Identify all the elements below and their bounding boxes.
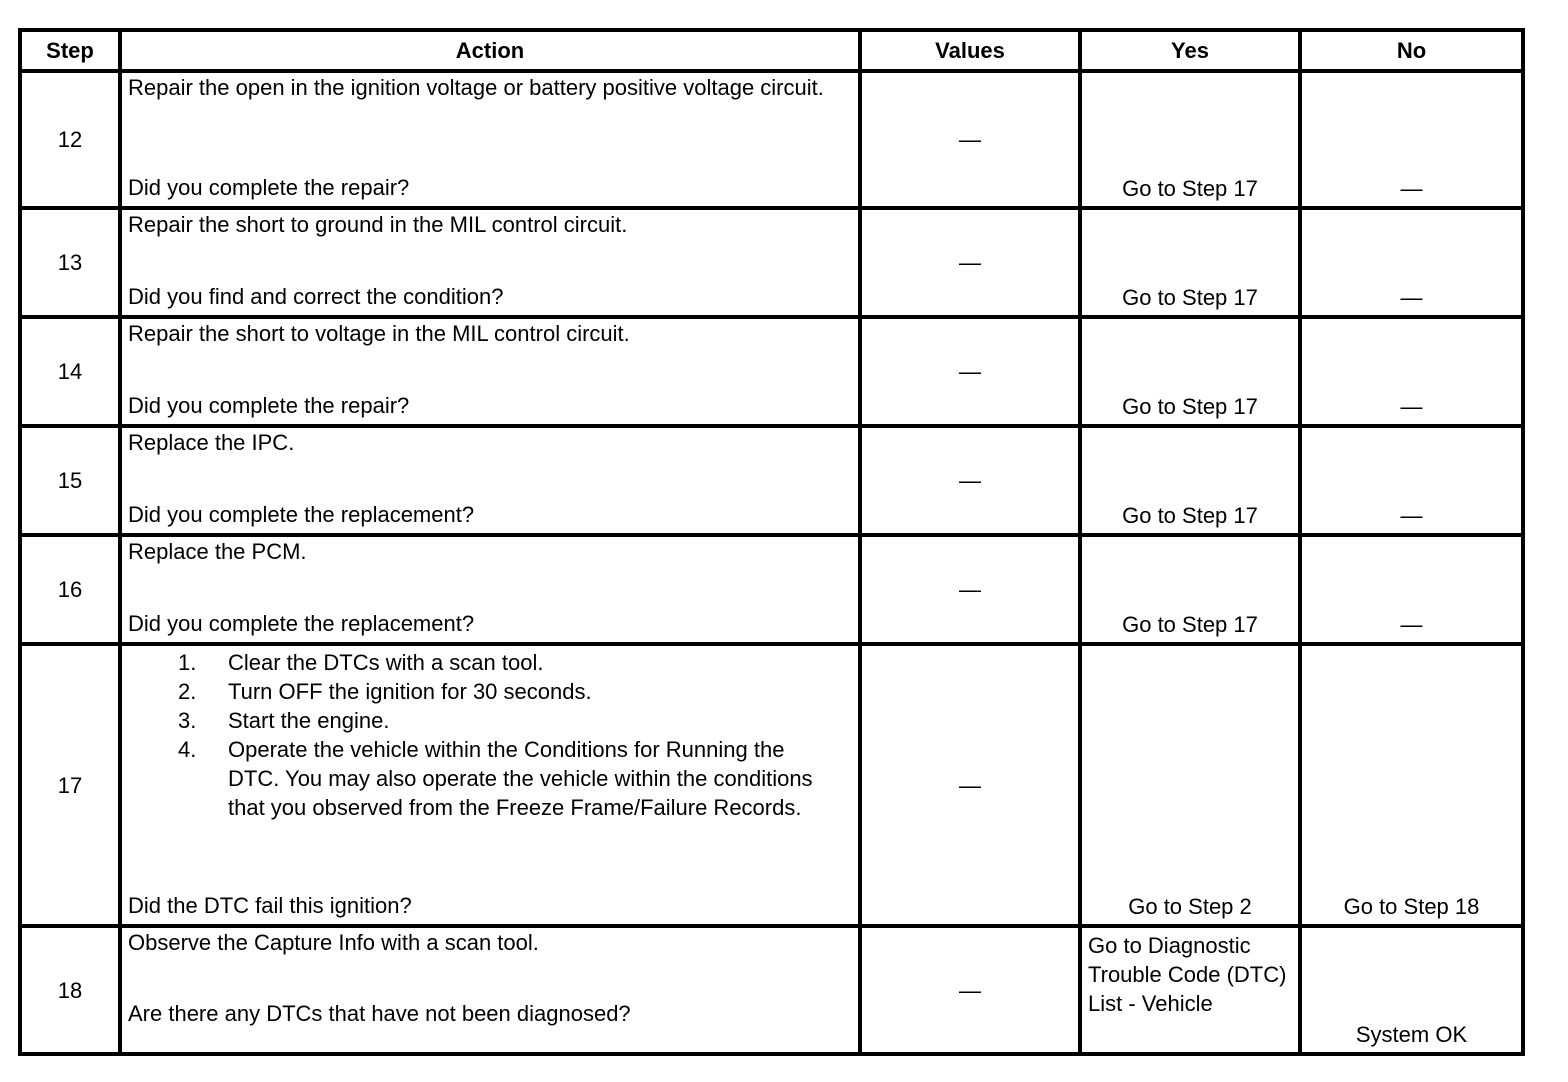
question-text: Did the DTC fail this ignition? [128, 893, 412, 918]
header-no: No [1300, 30, 1523, 71]
yes-cell [1080, 208, 1300, 317]
yes-text: Go to Step 17 [1122, 285, 1258, 310]
list-item: 4. Operate the vehicle within the Conditions for Running the DTC. You may also operate the vehicle within the conditions that you observed from the Freeze Frame/Failure Records. [178, 737, 813, 820]
yes-cell [1080, 926, 1300, 1054]
values-cell: — [860, 535, 1080, 644]
yes-cell [1080, 426, 1300, 535]
action-cell [120, 71, 860, 208]
action-cell [120, 644, 860, 926]
step-number: 18 [20, 926, 120, 1054]
no-text: — [1400, 394, 1423, 419]
action-text: Repair the open in the ignition voltage or battery positive voltage circuit. [128, 75, 824, 100]
values-cell: — [860, 644, 1080, 926]
header-values: Values [860, 30, 1080, 71]
yes-text: Go to Step 17 [1122, 176, 1258, 201]
values-cell: — [860, 71, 1080, 208]
no-text: — [1400, 285, 1423, 310]
no-cell [1300, 535, 1523, 644]
question-text: Did you complete the replacement? [128, 502, 475, 527]
step-number: 15 [20, 426, 120, 535]
no-text: Go to Step 18 [1343, 894, 1480, 919]
question-text: Did you complete the repair? [128, 393, 410, 418]
no-text: — [1400, 612, 1423, 637]
table-row [20, 208, 1523, 317]
action-text: Replace the IPC. [128, 430, 295, 455]
no-cell [1300, 426, 1523, 535]
action-cell [120, 926, 860, 1054]
question-text: Did you find and correct the condition? [128, 284, 504, 309]
action-text: Observe the Capture Info with a scan tool. [128, 930, 539, 955]
table-row [20, 926, 1523, 1054]
list-item: 2. Turn OFF the ignition for 30 seconds. [178, 679, 592, 704]
question-text: Did you complete the replacement? [128, 611, 475, 636]
yes-text: Go to Step 17 [1122, 612, 1258, 637]
table-row [20, 644, 1523, 926]
question-text: Did you complete the repair? [128, 175, 410, 200]
header-row [20, 30, 1523, 71]
diagnostic-table [18, 28, 1525, 1056]
no-text: — [1400, 176, 1423, 201]
values-cell: — [860, 317, 1080, 426]
yes-cell [1080, 317, 1300, 426]
no-cell [1300, 317, 1523, 426]
yes-text: Go to Step 2 [1128, 894, 1252, 919]
no-cell [1300, 644, 1523, 926]
action-text: Repair the short to voltage in the MIL control circuit. [128, 321, 630, 346]
action-cell [120, 317, 860, 426]
header-step: Step [20, 30, 120, 71]
no-cell [1300, 926, 1523, 1054]
list-item: 3. Start the engine. [178, 708, 390, 733]
step-number: 17 [20, 644, 120, 926]
no-cell [1300, 208, 1523, 317]
action-text: Replace the PCM. [128, 539, 307, 564]
step-number: 13 [20, 208, 120, 317]
action-cell [120, 208, 860, 317]
question-text: Are there any DTCs that have not been diagnosed? [128, 1001, 631, 1026]
no-text: System OK [1355, 1022, 1468, 1047]
step-number: 12 [20, 71, 120, 208]
action-cell [120, 426, 860, 535]
table-row [20, 317, 1523, 426]
yes-text: Go to Diagnostic Trouble Code (DTC) List - Vehicle [1088, 933, 1287, 1016]
list-item: 1. Clear the DTCs with a scan tool. [178, 650, 544, 675]
action-cell [120, 535, 860, 644]
no-text: — [1400, 503, 1423, 528]
table-row [20, 535, 1523, 644]
substep-list [128, 648, 848, 822]
header-yes: Yes [1080, 30, 1300, 71]
yes-cell [1080, 535, 1300, 644]
step-number: 16 [20, 535, 120, 644]
yes-text: Go to Step 17 [1122, 394, 1258, 419]
action-text: Repair the short to ground in the MIL control circuit. [128, 212, 628, 237]
header-action: Action [120, 30, 860, 71]
yes-text: Go to Step 17 [1122, 503, 1258, 528]
table-row [20, 71, 1523, 208]
table-row [20, 426, 1523, 535]
yes-cell [1080, 644, 1300, 926]
values-cell: — [860, 208, 1080, 317]
step-number: 14 [20, 317, 120, 426]
yes-cell [1080, 71, 1300, 208]
values-cell: — [860, 926, 1080, 1054]
values-cell: — [860, 426, 1080, 535]
no-cell [1300, 71, 1523, 208]
